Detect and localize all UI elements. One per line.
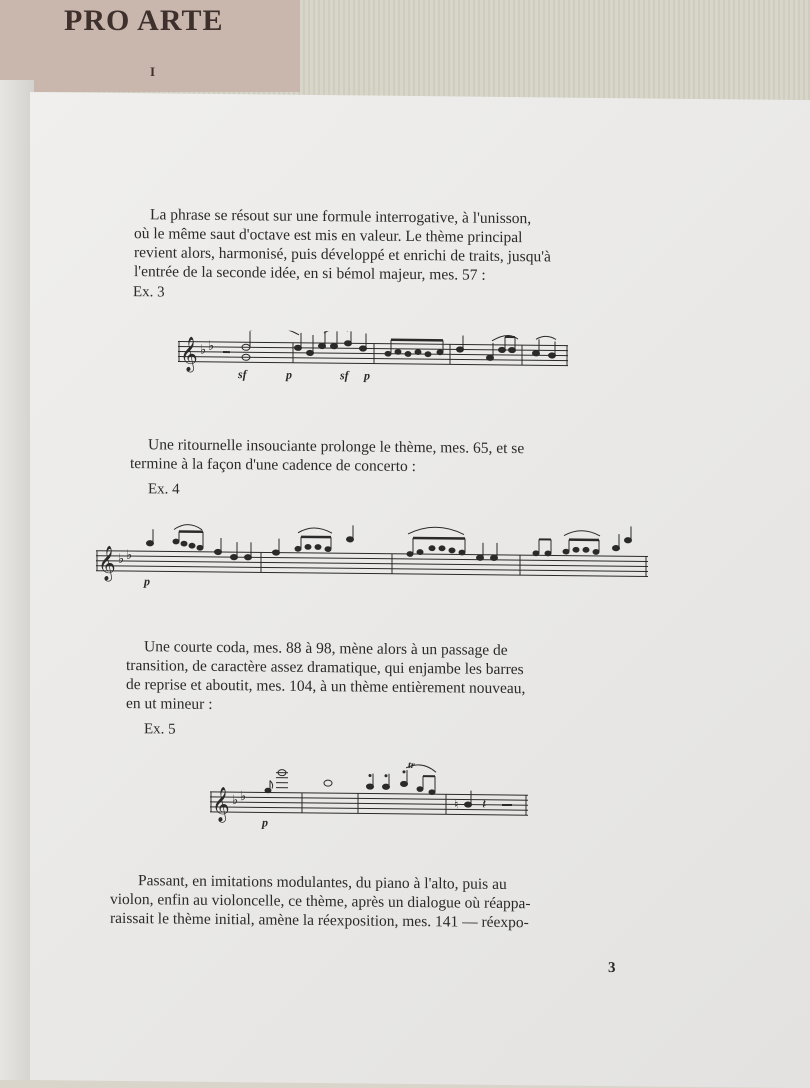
- music-staff-ex5: [210, 760, 530, 833]
- example-label-3: Ex. 3: [133, 284, 165, 301]
- paragraph-line: où le même saut d'octave est mis en valeur. Le thème principal: [134, 224, 614, 248]
- dynamic-mark: p: [261, 815, 268, 829]
- paragraph-line: Une ritournelle insouciante prolonge le thème, mes. 65, et se: [130, 435, 618, 459]
- flat-icon: ♭: [126, 547, 132, 562]
- paragraph-line: revient alors, harmonisé, puis développé et enrichi de traits, jusqu'à: [134, 243, 614, 267]
- rest-icon: 𝄽: [482, 798, 486, 813]
- dynamic-mark: p: [363, 368, 370, 382]
- dynamic-mark: sf: [237, 367, 248, 381]
- flat-icon: ♭: [200, 342, 206, 357]
- music-staff-ex4: [96, 521, 656, 597]
- paragraph-line: raissait le thème initial, amène la réexposition, mes. 141 — réexpo-: [110, 909, 626, 933]
- paragraph-line: Une courte coda, mes. 88 à 98, mène alors à un passage de: [126, 637, 622, 661]
- flat-icon: ♭: [240, 788, 246, 803]
- cover-volume-number: I: [150, 64, 155, 80]
- paragraph-4: [110, 871, 626, 933]
- booklet-page: [30, 92, 810, 1088]
- page-number: 3: [608, 960, 616, 977]
- example-label-5: Ex. 5: [144, 721, 176, 738]
- dynamic-mark: p: [143, 574, 150, 588]
- paragraph-3: [126, 637, 622, 718]
- flat-icon: ♭: [118, 551, 124, 566]
- treble-clef-icon: 𝄞: [212, 787, 230, 823]
- paragraph-line: termine à la façon d'une cadence de concerto :: [130, 454, 618, 478]
- paragraph-line: La phrase se résout sur une formule interrogative, à l'unisson,: [134, 205, 614, 229]
- paragraph-line: l'entrée de la seconde idée, en si bémol majeur, mes. 57 :: [134, 262, 614, 286]
- treble-clef-icon: 𝄞: [98, 546, 116, 582]
- paragraph-1: [134, 205, 614, 286]
- booklet-spine: [0, 80, 34, 1080]
- flat-icon: ♭: [208, 338, 214, 353]
- flat-icon: ♭: [232, 792, 238, 807]
- paragraph-line: Passant, en imitations modulantes, du piano à l'alto, puis au: [110, 871, 626, 895]
- paragraph-line: transition, de caractère assez dramatique, qui enjambe les barres: [126, 656, 622, 680]
- booklet-cover: [0, 0, 300, 92]
- paragraph-line: de reprise et aboutit, mes. 104, à un thème entièrement nouveau,: [126, 675, 622, 699]
- cover-cropped-title: [70, 0, 300, 2]
- paragraph-line: en ut mineur :: [126, 694, 622, 718]
- paragraph-2: [130, 435, 618, 478]
- music-staff-ex3: [178, 330, 573, 394]
- example-label-4: Ex. 4: [148, 481, 180, 498]
- dynamic-mark: p: [285, 368, 292, 382]
- svg-text:♮: ♮: [454, 797, 458, 811]
- paragraph-line: violon, enfin au violoncelle, ce thème, après un dialogue où réappa-: [110, 890, 626, 914]
- treble-clef-icon: 𝄞: [180, 337, 198, 373]
- trill-mark: tr: [408, 760, 415, 771]
- cover-title: PRO ARTE: [64, 4, 223, 38]
- dynamic-mark: sf: [339, 368, 350, 382]
